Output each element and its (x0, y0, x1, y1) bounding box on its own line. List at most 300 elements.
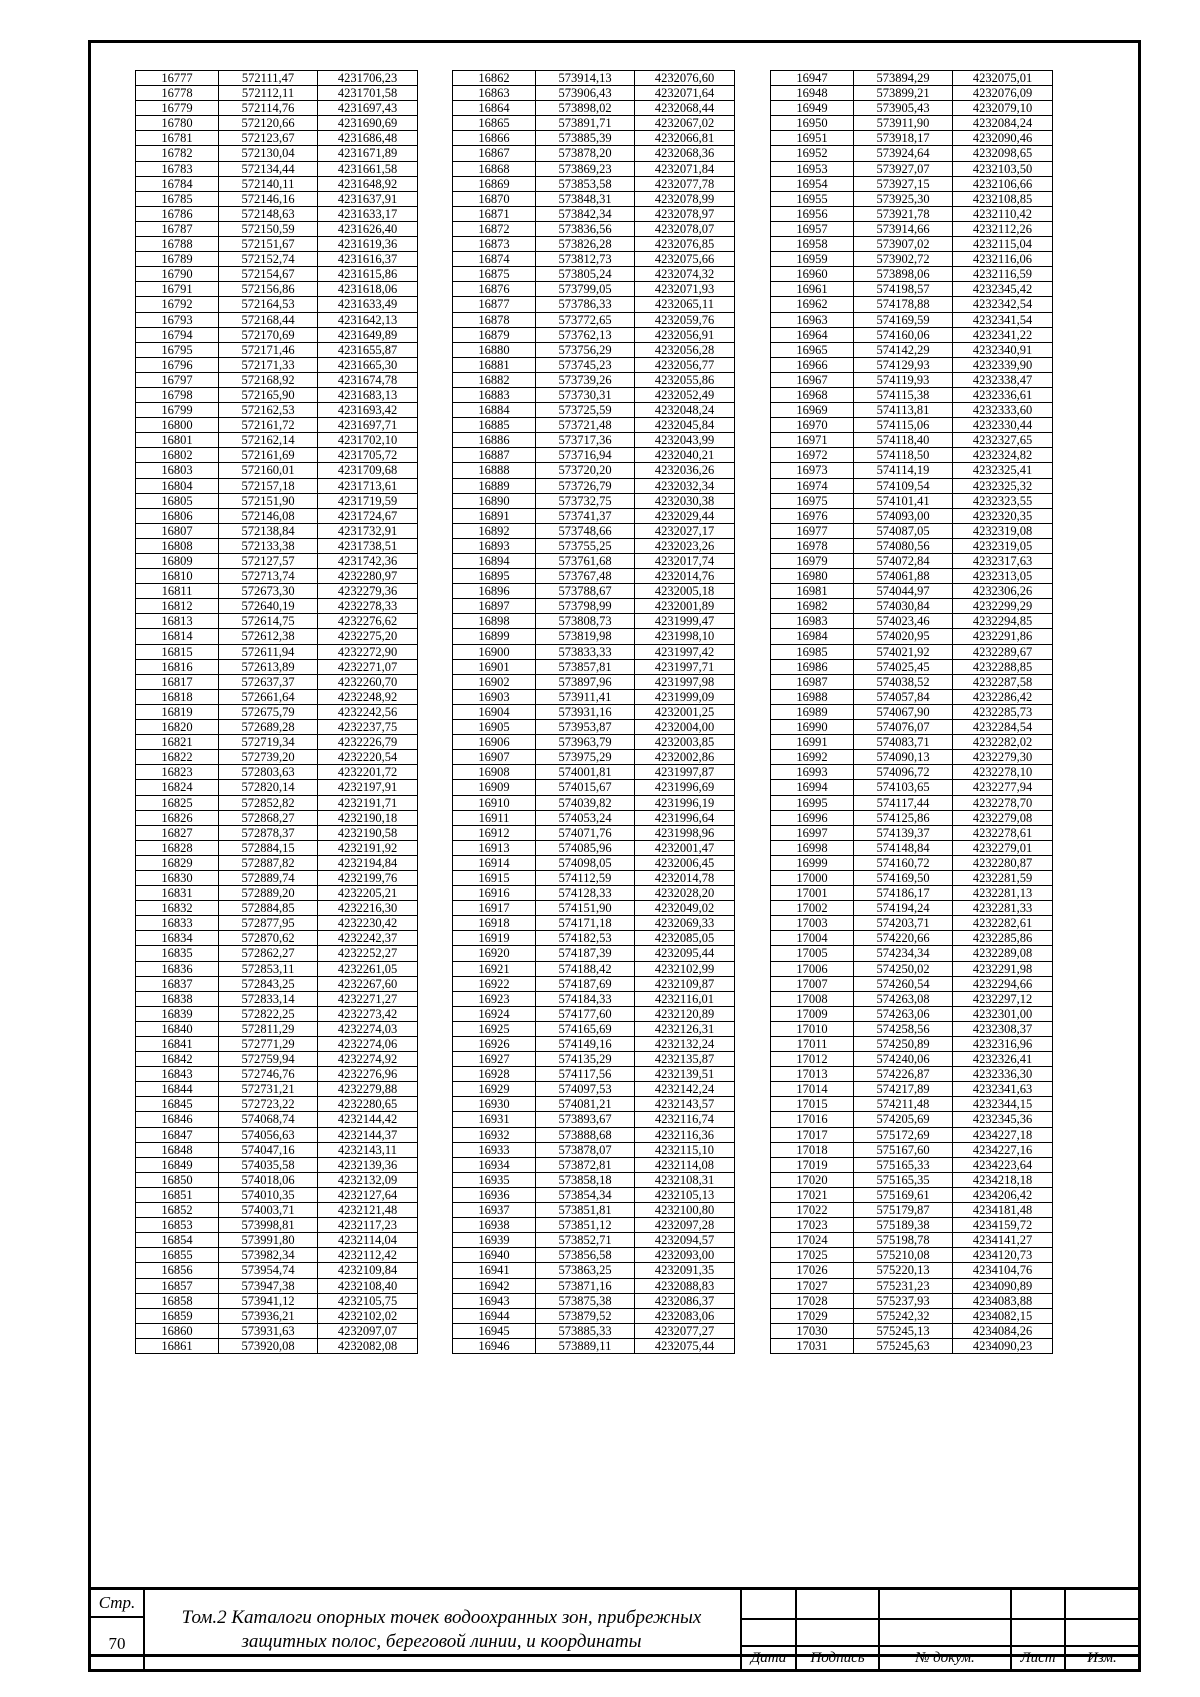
table-row (136, 237, 418, 252)
point-number-cell: 16820 (136, 720, 219, 735)
y-coordinate-cell: 4232279,88 (318, 1082, 418, 1097)
table-row (453, 237, 735, 252)
point-number-cell: 16791 (136, 282, 219, 297)
table-row (453, 101, 735, 116)
header-signature: Подпись (810, 1650, 865, 1666)
point-number-cell: 16906 (453, 735, 536, 750)
y-coordinate-cell: 4232005,18 (635, 584, 735, 599)
x-coordinate-cell: 575245,63 (854, 1338, 953, 1353)
table-row (136, 1203, 418, 1218)
table-row (771, 810, 1053, 825)
point-number-cell: 16888 (453, 463, 536, 478)
point-number-cell: 16905 (453, 720, 536, 735)
y-coordinate-cell: 4231655,87 (318, 342, 418, 357)
table-row (771, 282, 1053, 297)
x-coordinate-cell: 572637,37 (219, 674, 318, 689)
point-number-cell: 16895 (453, 569, 536, 584)
table-row (771, 1082, 1053, 1097)
x-coordinate-cell: 572723,22 (219, 1097, 318, 1112)
y-coordinate-cell: 4232242,56 (318, 704, 418, 719)
table-row (453, 1187, 735, 1202)
x-coordinate-cell: 572811,29 (219, 1021, 318, 1036)
y-coordinate-cell: 4231661,58 (318, 161, 418, 176)
y-coordinate-cell: 4232271,27 (318, 991, 418, 1006)
y-coordinate-cell: 4232297,12 (953, 991, 1053, 1006)
x-coordinate-cell: 573906,43 (536, 86, 635, 101)
x-coordinate-cell: 574182,53 (536, 931, 635, 946)
point-number-cell: 17019 (771, 1157, 854, 1172)
y-coordinate-cell: 4232285,86 (953, 931, 1053, 946)
table-row (136, 418, 418, 433)
table-row (136, 508, 418, 523)
x-coordinate-cell: 574160,06 (854, 327, 953, 342)
point-number-cell: 16974 (771, 478, 854, 493)
table-row (771, 387, 1053, 402)
y-coordinate-cell: 4232276,62 (318, 614, 418, 629)
point-number-cell: 16945 (453, 1323, 536, 1338)
y-coordinate-cell: 4232237,75 (318, 720, 418, 735)
table-row (771, 1218, 1053, 1233)
table-row (136, 523, 418, 538)
point-number-cell: 16908 (453, 765, 536, 780)
point-number-cell: 16983 (771, 614, 854, 629)
y-coordinate-cell: 4232139,51 (635, 1067, 735, 1082)
y-coordinate-cell: 4231697,43 (318, 101, 418, 116)
point-number-cell: 16942 (453, 1278, 536, 1293)
table-row (771, 1172, 1053, 1187)
point-number-cell: 16855 (136, 1248, 219, 1263)
x-coordinate-cell: 574003,71 (219, 1203, 318, 1218)
table-row (136, 1097, 418, 1112)
x-coordinate-cell: 573921,78 (854, 206, 953, 221)
y-coordinate-cell: 4232056,28 (635, 342, 735, 357)
table-row (453, 146, 735, 161)
x-coordinate-cell: 572884,15 (219, 840, 318, 855)
table-row (771, 644, 1053, 659)
x-coordinate-cell: 574117,56 (536, 1067, 635, 1082)
y-coordinate-cell: 4232116,74 (635, 1112, 735, 1127)
table-row (136, 1172, 418, 1187)
y-coordinate-cell: 4232014,76 (635, 569, 735, 584)
x-coordinate-cell: 572164,53 (219, 297, 318, 312)
table-row (771, 674, 1053, 689)
x-coordinate-cell: 574087,05 (854, 523, 953, 538)
y-coordinate-cell: 4231709,68 (318, 463, 418, 478)
point-number-cell: 16838 (136, 991, 219, 1006)
x-coordinate-cell: 572613,89 (219, 659, 318, 674)
y-coordinate-cell: 4231619,36 (318, 237, 418, 252)
point-number-cell: 16991 (771, 735, 854, 750)
y-coordinate-cell: 4231618,06 (318, 282, 418, 297)
y-coordinate-cell: 4232043,99 (635, 433, 735, 448)
point-number-cell: 16859 (136, 1308, 219, 1323)
table-row (136, 297, 418, 312)
y-coordinate-cell: 4232201,72 (318, 765, 418, 780)
point-number-cell: 16892 (453, 523, 536, 538)
table-row (771, 538, 1053, 553)
y-coordinate-cell: 4232029,44 (635, 508, 735, 523)
y-coordinate-cell: 4232001,89 (635, 599, 735, 614)
x-coordinate-cell: 572168,44 (219, 312, 318, 327)
table-row (136, 735, 418, 750)
y-coordinate-cell: 4232190,18 (318, 810, 418, 825)
point-number-cell: 16790 (136, 267, 219, 282)
x-coordinate-cell: 573836,56 (536, 221, 635, 236)
point-number-cell: 16781 (136, 131, 219, 146)
point-number-cell: 17020 (771, 1172, 854, 1187)
table-row (771, 463, 1053, 478)
y-coordinate-cell: 4232280,87 (953, 855, 1053, 870)
y-coordinate-cell: 4231999,09 (635, 689, 735, 704)
x-coordinate-cell: 572157,18 (219, 478, 318, 493)
y-coordinate-cell: 4232069,33 (635, 916, 735, 931)
table-row (453, 86, 735, 101)
x-coordinate-cell: 574240,06 (854, 1052, 953, 1067)
table-row (771, 1248, 1053, 1263)
point-number-cell: 16854 (136, 1233, 219, 1248)
x-coordinate-cell: 575220,13 (854, 1263, 953, 1278)
point-number-cell: 16869 (453, 176, 536, 191)
y-coordinate-cell: 4232132,09 (318, 1172, 418, 1187)
x-coordinate-cell: 574128,33 (536, 886, 635, 901)
table-row (136, 342, 418, 357)
y-coordinate-cell: 4232110,42 (953, 206, 1053, 221)
point-number-cell: 16815 (136, 644, 219, 659)
table-row (771, 86, 1053, 101)
x-coordinate-cell: 574081,21 (536, 1097, 635, 1112)
x-coordinate-cell: 573878,07 (536, 1142, 635, 1157)
y-coordinate-cell: 4232191,71 (318, 795, 418, 810)
y-coordinate-cell: 4232306,26 (953, 584, 1053, 599)
x-coordinate-cell: 574119,93 (854, 372, 953, 387)
x-coordinate-cell: 574010,35 (219, 1187, 318, 1202)
point-number-cell: 16998 (771, 840, 854, 855)
y-coordinate-cell: 4232319,08 (953, 523, 1053, 538)
point-number-cell: 16786 (136, 206, 219, 221)
y-coordinate-cell: 4232102,99 (635, 961, 735, 976)
table-row (453, 418, 735, 433)
y-coordinate-cell: 4232344,15 (953, 1097, 1053, 1112)
y-coordinate-cell: 4232342,54 (953, 297, 1053, 312)
point-number-cell: 16873 (453, 237, 536, 252)
point-number-cell: 16887 (453, 448, 536, 463)
y-coordinate-cell: 4232301,00 (953, 1006, 1053, 1021)
x-coordinate-cell: 573833,33 (536, 644, 635, 659)
x-coordinate-cell: 573762,13 (536, 327, 635, 342)
table-row (136, 1037, 418, 1052)
point-number-cell: 16941 (453, 1263, 536, 1278)
table-row (771, 221, 1053, 236)
point-number-cell: 16891 (453, 508, 536, 523)
point-number-cell: 17028 (771, 1293, 854, 1308)
x-coordinate-cell: 572870,62 (219, 931, 318, 946)
x-coordinate-cell: 574250,89 (854, 1037, 953, 1052)
point-number-cell: 16806 (136, 508, 219, 523)
point-number-cell: 16803 (136, 463, 219, 478)
point-number-cell: 16870 (453, 191, 536, 206)
table-row (136, 901, 418, 916)
x-coordinate-cell: 574114,19 (854, 463, 953, 478)
y-coordinate-cell: 4232132,24 (635, 1037, 735, 1052)
x-coordinate-cell: 572675,79 (219, 704, 318, 719)
x-coordinate-cell: 574047,16 (219, 1142, 318, 1157)
point-number-cell: 16969 (771, 403, 854, 418)
point-number-cell: 16826 (136, 810, 219, 825)
y-coordinate-cell: 4232114,08 (635, 1157, 735, 1172)
table-row (771, 523, 1053, 538)
point-number-cell: 16872 (453, 221, 536, 236)
point-number-cell: 16995 (771, 795, 854, 810)
point-number-cell: 16948 (771, 86, 854, 101)
point-number-cell: 16946 (453, 1338, 536, 1353)
point-number-cell: 16984 (771, 629, 854, 644)
y-coordinate-cell: 4232294,85 (953, 614, 1053, 629)
table-row (136, 71, 418, 86)
y-coordinate-cell: 4234141,27 (953, 1233, 1053, 1248)
y-coordinate-cell: 4231690,69 (318, 116, 418, 131)
x-coordinate-cell: 574148,84 (854, 840, 953, 855)
point-number-cell: 16959 (771, 252, 854, 267)
table-row (453, 1006, 735, 1021)
point-number-cell: 16909 (453, 780, 536, 795)
y-coordinate-cell: 4234104,76 (953, 1263, 1053, 1278)
y-coordinate-cell: 4231615,86 (318, 267, 418, 282)
point-number-cell: 16818 (136, 689, 219, 704)
table-row (453, 735, 735, 750)
x-coordinate-cell: 573898,06 (854, 267, 953, 282)
y-coordinate-cell: 4232109,87 (635, 976, 735, 991)
point-number-cell: 16899 (453, 629, 536, 644)
point-number-cell: 16845 (136, 1097, 219, 1112)
x-coordinate-cell: 574129,93 (854, 357, 953, 372)
x-coordinate-cell: 574186,17 (854, 886, 953, 901)
point-number-cell: 16964 (771, 327, 854, 342)
x-coordinate-cell: 574020,95 (854, 629, 953, 644)
x-coordinate-cell: 574188,42 (536, 961, 635, 976)
point-number-cell: 16933 (453, 1142, 536, 1157)
y-coordinate-cell: 4232324,82 (953, 448, 1053, 463)
table-row (136, 538, 418, 553)
x-coordinate-cell: 572156,86 (219, 282, 318, 297)
x-coordinate-cell: 572140,11 (219, 176, 318, 191)
point-number-cell: 16849 (136, 1157, 219, 1172)
table-row (136, 1067, 418, 1082)
table-row (771, 1006, 1053, 1021)
table-row (771, 704, 1053, 719)
point-number-cell: 16812 (136, 599, 219, 614)
point-number-cell: 16967 (771, 372, 854, 387)
table-row (771, 599, 1053, 614)
point-number-cell: 17006 (771, 961, 854, 976)
y-coordinate-cell: 4232095,44 (635, 946, 735, 961)
y-coordinate-cell: 4234181,48 (953, 1203, 1053, 1218)
y-coordinate-cell: 4232325,32 (953, 478, 1053, 493)
coordinates-table-3 (770, 70, 1053, 1354)
y-coordinate-cell: 4232083,06 (635, 1308, 735, 1323)
table-row (453, 1338, 735, 1353)
table-row (771, 901, 1053, 916)
x-coordinate-cell: 574030,84 (854, 599, 953, 614)
table-row (453, 825, 735, 840)
x-coordinate-cell: 574067,90 (854, 704, 953, 719)
point-number-cell: 16871 (453, 206, 536, 221)
x-coordinate-cell: 572112,11 (219, 86, 318, 101)
point-number-cell: 16929 (453, 1082, 536, 1097)
x-coordinate-cell: 574263,06 (854, 1006, 953, 1021)
x-coordinate-cell: 574039,82 (536, 795, 635, 810)
y-coordinate-cell: 4232071,84 (635, 161, 735, 176)
y-coordinate-cell: 4234227,16 (953, 1142, 1053, 1157)
point-number-cell: 16827 (136, 825, 219, 840)
x-coordinate-cell: 573799,05 (536, 282, 635, 297)
point-number-cell: 16954 (771, 176, 854, 191)
x-coordinate-cell: 575165,33 (854, 1157, 953, 1172)
y-coordinate-cell: 4232114,04 (318, 1233, 418, 1248)
x-coordinate-cell: 574071,76 (536, 825, 635, 840)
document-title-line-1: Том.2 Каталоги опорных точек водоохранных зон, прибрежных (181, 1607, 702, 1628)
y-coordinate-cell: 4231996,69 (635, 780, 735, 795)
table-row (136, 644, 418, 659)
x-coordinate-cell: 575172,69 (854, 1127, 953, 1142)
y-coordinate-cell: 4232319,05 (953, 538, 1053, 553)
y-coordinate-cell: 4232075,01 (953, 71, 1053, 86)
y-coordinate-cell: 4232067,02 (635, 116, 735, 131)
x-coordinate-cell: 573741,37 (536, 508, 635, 523)
y-coordinate-cell: 4232056,91 (635, 327, 735, 342)
x-coordinate-cell: 572130,04 (219, 146, 318, 161)
table-row (453, 840, 735, 855)
point-number-cell: 16917 (453, 901, 536, 916)
stamp-row-2 (742, 1620, 1140, 1647)
table-row (771, 267, 1053, 282)
table-row (136, 1338, 418, 1353)
point-number-cell: 16919 (453, 931, 536, 946)
table-row (771, 71, 1053, 86)
y-coordinate-cell: 4232278,61 (953, 825, 1053, 840)
title-block (88, 1587, 1141, 1672)
x-coordinate-cell: 573863,25 (536, 1263, 635, 1278)
table-row (136, 1127, 418, 1142)
y-coordinate-cell: 4232338,47 (953, 372, 1053, 387)
y-coordinate-cell: 4232116,36 (635, 1127, 735, 1142)
x-coordinate-cell: 573879,52 (536, 1308, 635, 1323)
x-coordinate-cell: 574198,57 (854, 282, 953, 297)
point-number-cell: 17005 (771, 946, 854, 961)
x-coordinate-cell: 573805,24 (536, 267, 635, 282)
point-number-cell: 16912 (453, 825, 536, 840)
x-coordinate-cell: 573991,80 (219, 1233, 318, 1248)
point-number-cell: 16902 (453, 674, 536, 689)
table-row (136, 1021, 418, 1036)
x-coordinate-cell: 573911,90 (854, 116, 953, 131)
y-coordinate-cell: 4231649,89 (318, 327, 418, 342)
y-coordinate-cell: 4232277,94 (953, 780, 1053, 795)
x-coordinate-cell: 573872,81 (536, 1157, 635, 1172)
y-coordinate-cell: 4232345,42 (953, 282, 1053, 297)
table-row (136, 221, 418, 236)
y-coordinate-cell: 4232028,20 (635, 886, 735, 901)
x-coordinate-cell: 572868,27 (219, 810, 318, 825)
table-row (453, 855, 735, 870)
y-coordinate-cell: 4232341,54 (953, 312, 1053, 327)
x-coordinate-cell: 573893,67 (536, 1112, 635, 1127)
x-coordinate-cell: 575189,38 (854, 1218, 953, 1233)
point-number-cell: 16975 (771, 493, 854, 508)
table-row (136, 1052, 418, 1067)
y-coordinate-cell: 4231997,71 (635, 659, 735, 674)
point-number-cell: 16956 (771, 206, 854, 221)
point-number-cell: 16915 (453, 870, 536, 885)
table-row (771, 478, 1053, 493)
table-row (453, 765, 735, 780)
point-number-cell: 16861 (136, 1338, 219, 1353)
y-coordinate-cell: 4232326,41 (953, 1052, 1053, 1067)
table-row (136, 584, 418, 599)
table-row (771, 433, 1053, 448)
y-coordinate-cell: 4232316,96 (953, 1037, 1053, 1052)
table-row (453, 508, 735, 523)
x-coordinate-cell: 573853,58 (536, 176, 635, 191)
x-coordinate-cell: 573716,94 (536, 448, 635, 463)
x-coordinate-cell: 573739,26 (536, 372, 635, 387)
y-coordinate-cell: 4232274,92 (318, 1052, 418, 1067)
y-coordinate-cell: 4232281,59 (953, 870, 1053, 885)
table-row (771, 327, 1053, 342)
x-coordinate-cell: 572154,67 (219, 267, 318, 282)
x-coordinate-cell: 573918,17 (854, 131, 953, 146)
table-row (453, 206, 735, 221)
point-number-cell: 16878 (453, 312, 536, 327)
table-row (453, 931, 735, 946)
table-row (453, 1157, 735, 1172)
point-number-cell: 16829 (136, 855, 219, 870)
y-coordinate-cell: 4231997,98 (635, 674, 735, 689)
y-coordinate-cell: 4232045,84 (635, 418, 735, 433)
y-coordinate-cell: 4232282,61 (953, 916, 1053, 931)
table-row (771, 1233, 1053, 1248)
point-number-cell: 16963 (771, 312, 854, 327)
document-title (149, 1606, 734, 1654)
x-coordinate-cell: 572852,82 (219, 795, 318, 810)
y-coordinate-cell: 4234227,18 (953, 1127, 1053, 1142)
x-coordinate-cell: 572731,21 (219, 1082, 318, 1097)
x-coordinate-cell: 572853,11 (219, 961, 318, 976)
x-coordinate-cell: 573851,81 (536, 1203, 635, 1218)
table-row (136, 765, 418, 780)
table-row (453, 297, 735, 312)
point-number-cell: 16783 (136, 161, 219, 176)
x-coordinate-cell: 575179,87 (854, 1203, 953, 1218)
table-row (136, 961, 418, 976)
y-coordinate-cell: 4232078,97 (635, 206, 735, 221)
x-coordinate-cell: 572739,20 (219, 750, 318, 765)
y-coordinate-cell: 4232308,37 (953, 1021, 1053, 1036)
y-coordinate-cell: 4232275,20 (318, 629, 418, 644)
table-row (453, 1308, 735, 1323)
x-coordinate-cell: 574113,81 (854, 403, 953, 418)
point-number-cell: 16970 (771, 418, 854, 433)
point-number-cell: 16879 (453, 327, 536, 342)
table-row (453, 282, 735, 297)
y-coordinate-cell: 4232052,49 (635, 387, 735, 402)
table-row (136, 795, 418, 810)
y-coordinate-cell: 4234223,64 (953, 1157, 1053, 1172)
point-number-cell: 16932 (453, 1127, 536, 1142)
x-coordinate-cell: 573755,25 (536, 538, 635, 553)
table-row (453, 267, 735, 282)
y-coordinate-cell: 4232074,32 (635, 267, 735, 282)
point-number-cell: 16966 (771, 357, 854, 372)
